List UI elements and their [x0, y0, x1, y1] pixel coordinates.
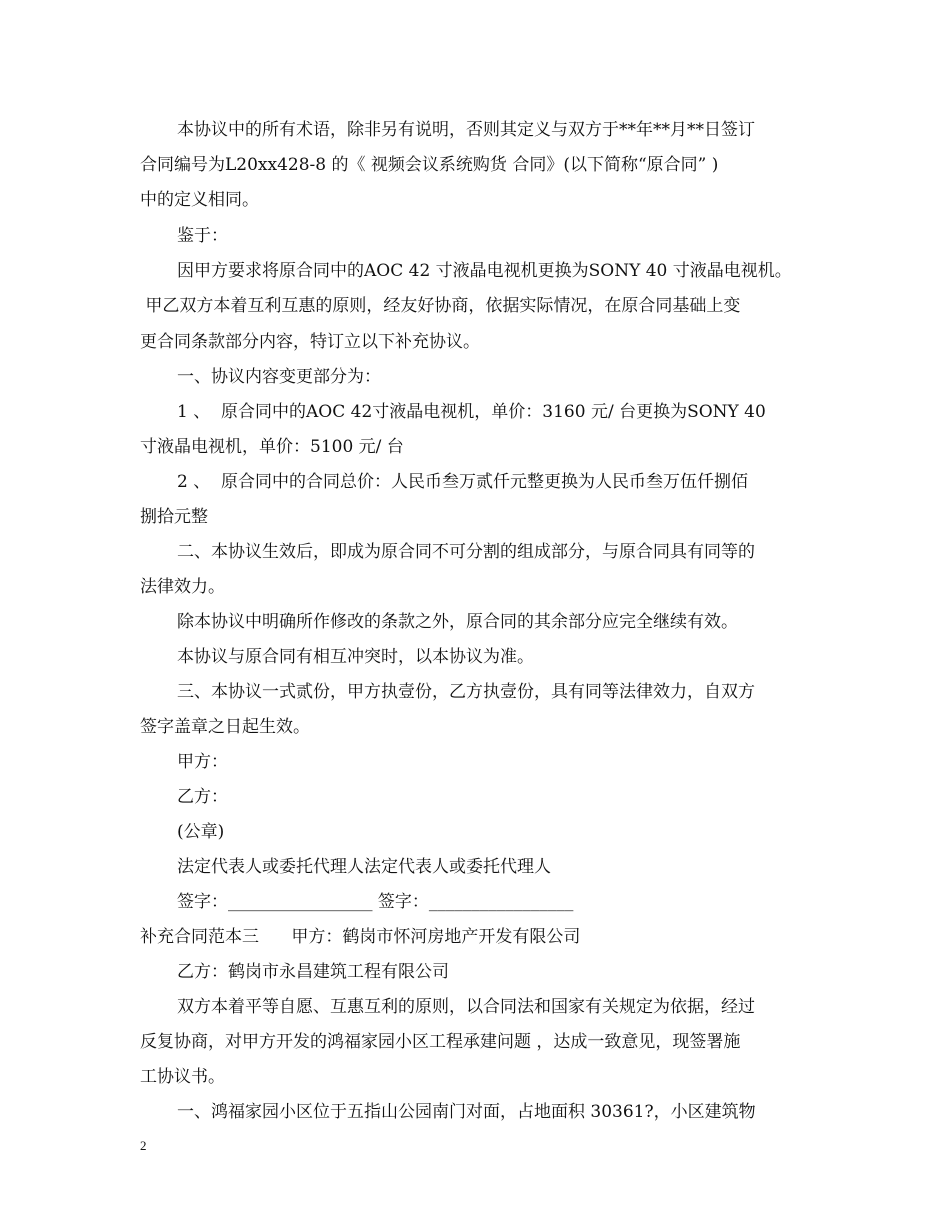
text-line: 鉴于：	[177, 226, 228, 246]
text-line: 补充合同范本三 甲方：鹤岗市怀河房地产开发有限公司	[140, 927, 581, 947]
text-line: 乙方：鹤岗市永昌建筑工程有限公司	[177, 962, 449, 982]
text-line: 一、鸿福家园小区位于五指山公园南门对面，占地面积 30361?，小区建筑物	[177, 1102, 756, 1122]
text-line: 工协议书。	[140, 1067, 225, 1087]
text-line: (公章)	[177, 822, 225, 842]
text-line: 2 、 原合同中的合同总价：人民币叁万贰仟元整更换为人民币叁万伍仟捌佰	[177, 472, 749, 492]
text-line: 一、协议内容变更部分为：	[177, 367, 381, 387]
text-line: 除本协议中明确所作修改的条款之外，原合同的其余部分应完全继续有效。	[177, 612, 738, 632]
text-line: 双方本着平等自愿、互惠互利的原则，以合同法和国家有关规定为依据，经过	[177, 997, 755, 1017]
text-line: 签字盖章之日起生效。	[140, 717, 310, 737]
text-line: 三、本协议一式贰份，甲方执壹份，乙方执壹份，具有同等法律效力，自双方	[177, 682, 755, 702]
text-line: 更合同条款部分内容，特订立以下补充协议。	[140, 332, 480, 352]
text-line: 本协议与原合同有相互冲突时，以本协议为准。	[177, 647, 534, 667]
page-number: 2	[140, 1138, 147, 1153]
text-line: 乙方：	[177, 787, 228, 807]
text-line: 甲乙双方本着互利互惠的原则，经友好协商，依据实际情况，在原合同基础上变	[140, 296, 741, 316]
text-line: 甲方：	[177, 752, 228, 772]
text-line: 寸液晶电视机，单价：5100 元/ 台	[140, 437, 404, 457]
text-line: 中的定义相同。	[140, 190, 259, 210]
text-line: 二、本协议生效后，即成为原合同不可分割的组成部分，与原合同具有同等的	[177, 542, 755, 562]
text-line: 合同编号为L20xx428-8 的《 视频会议系统购货 合同》(以下简称“原合同” )	[140, 155, 719, 175]
text-line: 法定代表人或委托代理人法定代表人或委托代理人	[177, 857, 551, 877]
text-line: 1 、 原合同中的AOC 42寸液晶电视机，单价：3160 元/ 台更换为SONY 40	[177, 402, 766, 422]
text-line: 捌拾元整	[140, 507, 208, 527]
text-line: 签字：_________________ 签字：_________________	[177, 892, 574, 912]
text-line: 反复协商，对甲方开发的鸿福家园小区工程承建问题 ，达成一致意见，现签署施	[140, 1032, 741, 1052]
text-line: 法律效力。	[140, 577, 225, 597]
text-line: 因甲方要求将原合同中的AOC 42 寸液晶电视机更换为SONY 40 寸液晶电视机。	[177, 261, 792, 281]
text-line: 本协议中的所有术语，除非另有说明，否则其定义与双方于**年**月**日签订	[177, 120, 755, 140]
